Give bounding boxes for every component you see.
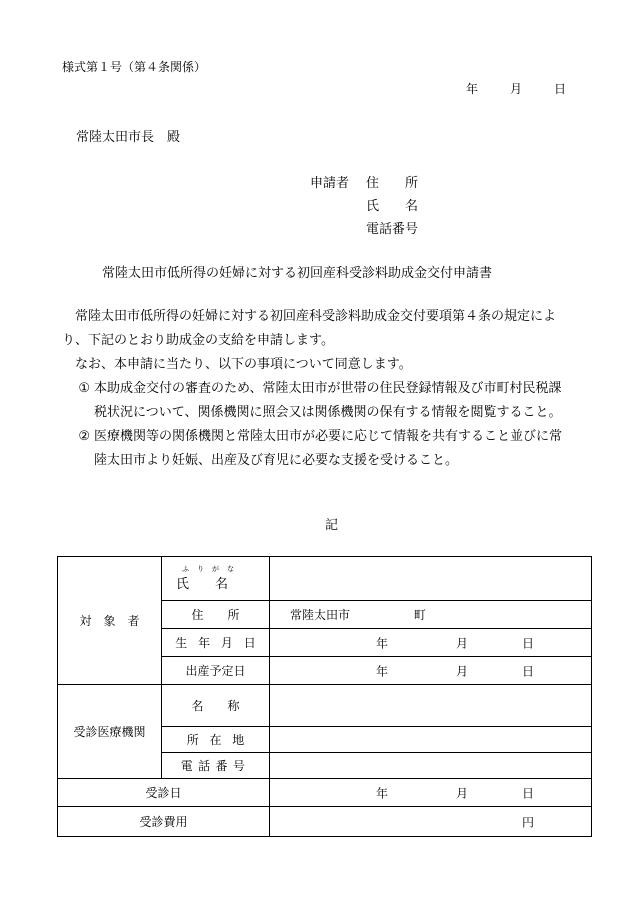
application-table xyxy=(57,556,592,837)
applicant-label: 申請者 xyxy=(310,176,350,191)
ki-heading: 記 xyxy=(325,518,339,533)
name-ruby: ふりがな xyxy=(182,565,242,573)
body-paragraph-2: なお、本申請に当たり、以下の事項について同意します。 xyxy=(75,357,412,372)
visit-month: 月 xyxy=(456,786,469,800)
date-year-label: 年 xyxy=(466,82,479,96)
cost-field[interactable] xyxy=(270,807,592,837)
clinic-name-label: 名 称 xyxy=(162,685,270,727)
name-label: 氏 名 xyxy=(176,577,229,592)
clinic-location-field[interactable] xyxy=(270,727,592,753)
consent-item-1-num: ① xyxy=(78,381,90,396)
body-text xyxy=(62,305,574,473)
consent-item-2 xyxy=(62,425,574,473)
applicant-name-label: 氏 名 xyxy=(366,199,419,214)
due-label: 出産予定日 xyxy=(162,657,270,685)
birth-month: 月 xyxy=(456,636,469,650)
subject-label: 対 象 者 xyxy=(58,557,162,685)
cost-yen: 円 xyxy=(522,815,535,829)
date-month-label: 月 xyxy=(510,82,523,96)
due-date-field[interactable] xyxy=(270,657,592,685)
visit-date-label: 受診日 xyxy=(58,779,270,807)
consent-item-2-text: 医療機関等の関係機関と常陸太田市が必要に応じて情報を共有すること並びに常陸太田市より妊娠、出産及び育児に必要な支援を受けること。 xyxy=(94,429,563,468)
applicant-phone-label: 電話番号 xyxy=(366,222,419,237)
name-field[interactable] xyxy=(270,557,592,601)
form-number: 様式第１号（第４条関係） xyxy=(62,60,207,74)
due-year: 年 xyxy=(376,664,389,678)
birth-date-field[interactable] xyxy=(270,629,592,657)
consent-item-1-text: 本助成金交付の審査のため、常陸太田市が世帯の住民登録情報及び市町村民税課税状況について、関係機関に照会又は関係機関の保有する情報を閲覧すること。 xyxy=(94,381,562,420)
due-day: 日 xyxy=(522,664,535,678)
address-town: 町 xyxy=(413,608,426,622)
clinic-location-label: 所在地 xyxy=(162,727,270,753)
name-label-cell xyxy=(162,557,270,601)
address-field[interactable] xyxy=(270,601,592,629)
birth-year: 年 xyxy=(376,636,389,650)
consent-item-1 xyxy=(62,377,574,425)
clinic-phone-field[interactable] xyxy=(270,753,592,779)
body-paragraph-1: 常陸太田市低所得の妊婦に対する初回産科受診料助成金交付要項第４条の規定により、下記のとおり助成金の支給を申請します。 xyxy=(62,309,557,348)
clinic-phone-label: 電話番号 xyxy=(162,753,270,779)
cost-label: 受診費用 xyxy=(58,807,270,837)
address-city: 常陸太田市 xyxy=(290,608,351,622)
clinic-label: 受診医療機関 xyxy=(58,685,162,779)
due-month: 月 xyxy=(456,664,469,678)
document-title: 常陸太田市低所得の妊婦に対する初回産科受診料助成金交付申請書 xyxy=(102,266,493,281)
address-label: 住 所 xyxy=(162,601,270,629)
birth-day: 日 xyxy=(522,636,535,650)
visit-date-field[interactable] xyxy=(270,779,592,807)
visit-year: 年 xyxy=(376,786,389,800)
applicant-address-label: 住 所 xyxy=(366,176,419,191)
consent-item-2-num: ② xyxy=(78,429,90,444)
addressee: 常陸太田市長 殿 xyxy=(76,130,181,145)
clinic-name-field[interactable] xyxy=(270,685,592,727)
birth-label: 生年月日 xyxy=(162,629,270,657)
date-day-label: 日 xyxy=(554,82,567,96)
visit-day: 日 xyxy=(522,786,535,800)
